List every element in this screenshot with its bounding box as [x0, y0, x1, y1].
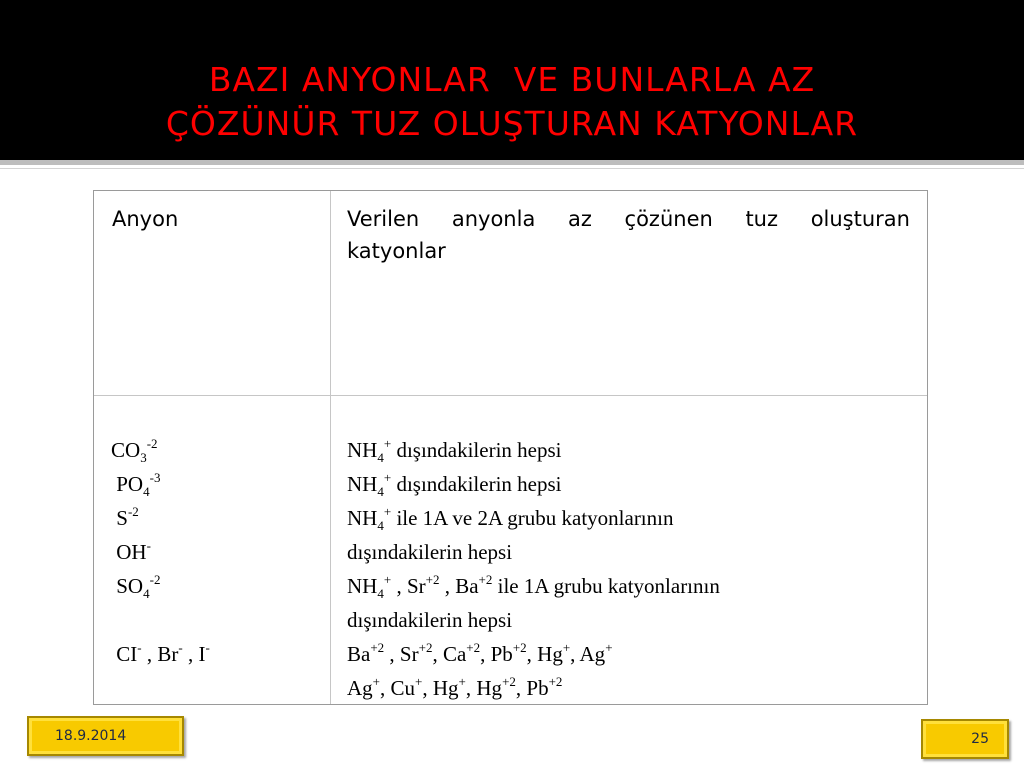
- cation-row-sulfate: $NH_4^+$ , $Sr^{+2}$ , $Ba^{+2}$ ile 1A grubu katyonlarının: [347, 572, 720, 601]
- column-divider: [330, 191, 331, 704]
- cation-row-sulfate-cont: dışındakilerin hepsi: [347, 608, 513, 632]
- header-cation-line-1: [347, 203, 910, 235]
- cation-list: [347, 433, 917, 705]
- header-word: tuz: [745, 207, 779, 231]
- header-divider: [0, 160, 1024, 165]
- page-number-badge: 25: [921, 719, 1009, 759]
- anion-carbonate: $CO_3^{-2}$: [111, 436, 158, 465]
- cation-row-phosphate: $NH_4^+$ dışındakilerin hepsi: [347, 470, 562, 499]
- cation-row-carbonate: $NH_4^+$ dışındakilerin hepsi: [347, 436, 562, 465]
- anion-sulfide: $S^{-2}$: [116, 504, 139, 530]
- anion-hydroxide: OH-: [116, 538, 151, 564]
- slide-title-line-2: ÇÖZÜNÜR TUZ OLUŞTURAN KATYONLAR: [165, 104, 859, 143]
- anion-cation-table: [93, 190, 928, 705]
- anion-halides: CI- , Br- , I-: [116, 640, 210, 666]
- header-cation: [347, 203, 910, 267]
- header-word: az: [567, 207, 592, 231]
- header-word: çözünen: [624, 207, 713, 231]
- anion-sulfate: $SO_4^{-2}$: [116, 572, 161, 601]
- header-word: anyonla: [451, 207, 536, 231]
- cation-row-sulfide-cont: dışındakilerin hepsi: [347, 540, 513, 564]
- header-cation-line-2: katyonlar: [347, 239, 446, 263]
- cation-row-halides-2: Ag+, Cu+, Hg+, $Hg^{+2}$, $Pb^{+2}$: [347, 674, 563, 700]
- anion-phosphate: $PO_4^{-3}$: [116, 470, 161, 499]
- slide-title-line-1: BAZI ANYONLAR VE BUNLARLA AZ: [208, 60, 816, 99]
- cation-row-halides-1: $Ba^{+2}$ , $Sr^{+2}$, $Ca^{+2}$, $Pb^{+2}$, Hg+, Ag+: [347, 640, 613, 666]
- anion-spacer: [111, 603, 210, 637]
- cation-row-sulfide: $NH_4^+$ ile 1A ve 2A grubu katyonlarının: [347, 504, 674, 533]
- header-divider-thin: [0, 168, 1024, 169]
- date-badge: 18.9.2014: [27, 716, 184, 756]
- anion-list: [111, 433, 210, 671]
- header-anion: Anyon: [112, 207, 179, 231]
- slide-title: [0, 58, 1024, 146]
- header-word: oluşturan: [810, 207, 910, 231]
- row-divider: [94, 395, 927, 396]
- header-word: Verilen: [347, 207, 420, 231]
